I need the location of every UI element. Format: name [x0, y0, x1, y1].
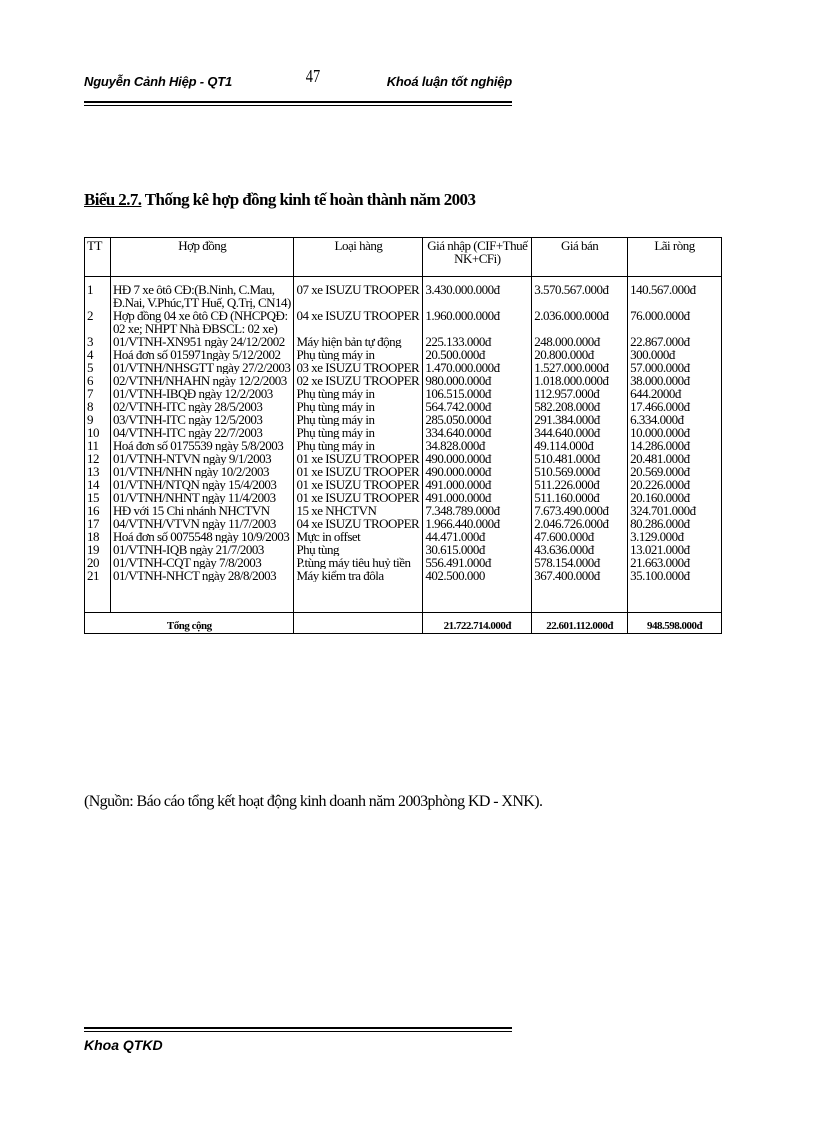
cell-profit: 20.569.000đ: [628, 465, 722, 478]
table-row: [85, 465, 722, 478]
cell-cost: 20.500.000đ: [423, 348, 532, 361]
table-row: [85, 413, 722, 426]
page-header: [84, 66, 512, 94]
cell-price: 3.570.567.000đ: [532, 283, 628, 309]
cell-contract: 04/VTNH-ITC ngày 22/7/2003: [110, 426, 293, 439]
cell-tt: 15: [85, 491, 111, 504]
table-row: [85, 569, 722, 582]
cell-profit: 80.286.000đ: [628, 517, 722, 530]
cell-contract: 01/VTNH-NHCT ngày 28/8/2003: [110, 569, 293, 582]
cell-contract: 02/VTNH-ITC ngày 28/5/2003: [110, 400, 293, 413]
cell-tt: 4: [85, 348, 111, 361]
table-row: [85, 361, 722, 374]
table-header-row: [85, 238, 722, 277]
cell-price: 7.673.490.000đ: [532, 504, 628, 517]
cell-goods: Phụ tùng máy in: [294, 348, 423, 361]
cell-profit: 13.021.000đ: [628, 543, 722, 556]
source-note: (Nguồn: Báo cáo tổng kết hoạt động kinh doanh năm 2003phòng KD - XNK).: [84, 793, 543, 810]
cell-cost: 491.000.000đ: [423, 491, 532, 504]
cell-price: 112.957.000đ: [532, 387, 628, 400]
total-cost: 21.722.714.000đ: [423, 613, 532, 634]
cell-goods: Máy hiện bản tự động: [294, 335, 423, 348]
cell-tt: 17: [85, 517, 111, 530]
cell-contract: Hoá đơn số 015971ngày 5/12/2002: [110, 348, 293, 361]
cell-profit: 14.286.000đ: [628, 439, 722, 452]
cell-goods: P.tùng máy tiêu huỷ tiền: [294, 556, 423, 569]
cell-profit: 20.226.000đ: [628, 478, 722, 491]
cell-cost: 1.470.000.000đ: [423, 361, 532, 374]
table-row: [85, 374, 722, 387]
cell-cost: 1.960.000.000đ: [423, 309, 532, 335]
cell-cost: 30.615.000đ: [423, 543, 532, 556]
table-title-label: Biểu 2.7.: [84, 190, 142, 209]
cell-contract: 01/VTNH-XN951 ngày 24/12/2002: [110, 335, 293, 348]
table-row: [85, 452, 722, 465]
table-row: [85, 348, 722, 361]
cell-price: 1.527.000.000đ: [532, 361, 628, 374]
cell-profit: 6.334.000đ: [628, 413, 722, 426]
cell-cost: 225.133.000đ: [423, 335, 532, 348]
cell-price: 47.600.000đ: [532, 530, 628, 543]
cell-tt: 21: [85, 569, 111, 582]
cell-contract: 01/VTNH/NTQN ngày 15/4/2003: [110, 478, 293, 491]
header-author: Nguyễn Cảnh Hiệp - QT1: [84, 74, 233, 89]
cell-cost: 285.050.000đ: [423, 413, 532, 426]
cell-cost: 402.500.000: [423, 569, 532, 582]
cell-goods: Máy kiểm tra đôla: [294, 569, 423, 582]
total-label: Tổng cộng: [85, 613, 294, 634]
cell-profit: 57.000.000đ: [628, 361, 722, 374]
cell-cost: 564.742.000đ: [423, 400, 532, 413]
col-header-goods: Loại hàng: [294, 238, 423, 277]
cell-tt: 1: [85, 283, 111, 309]
cell-contract: HĐ 7 xe ôtô CĐ:(B.Ninh, C.Mau, Đ.Nai, V.Phúc,TT Huế, Q.Trị, CN14): [110, 283, 293, 309]
cell-price: 2.036.000.000đ: [532, 309, 628, 335]
cell-cost: 491.000.000đ: [423, 478, 532, 491]
header-rule: [84, 101, 512, 106]
table-row: [85, 478, 722, 491]
cell-tt: 10: [85, 426, 111, 439]
cell-goods: 01 xe ISUZU TROOPER: [294, 465, 423, 478]
cell-cost: 34.828.000đ: [423, 439, 532, 452]
table-row: [85, 426, 722, 439]
cell-goods: 04 xe ISUZU TROOPER: [294, 517, 423, 530]
total-empty: [294, 613, 423, 634]
cell-price: 344.640.000đ: [532, 426, 628, 439]
table-row: [85, 439, 722, 452]
table-title-text: Thống kê hợp đồng kinh tế hoàn thành năm 2003: [141, 190, 476, 209]
table-row: [85, 530, 722, 543]
cell-price: 511.226.000đ: [532, 478, 628, 491]
cell-price: 248.000.000đ: [532, 335, 628, 348]
cell-goods: Phụ tùng máy in: [294, 387, 423, 400]
cell-price: 291.384.000đ: [532, 413, 628, 426]
cell-tt: 11: [85, 439, 111, 452]
cell-cost: 334.640.000đ: [423, 426, 532, 439]
cell-profit: 21.663.000đ: [628, 556, 722, 569]
total-price: 22.601.112.000đ: [532, 613, 628, 634]
table-row: [85, 556, 722, 569]
table-row: [85, 517, 722, 530]
cell-contract: Hợp đồng 04 xe ôtô CĐ (NHCPQĐ: 02 xe; NHPT Nhà ĐBSCL: 02 xe): [110, 309, 293, 335]
cell-price: 43.636.000đ: [532, 543, 628, 556]
cell-tt: 14: [85, 478, 111, 491]
cell-profit: 22.867.000đ: [628, 335, 722, 348]
cell-cost: 3.430.000.000đ: [423, 283, 532, 309]
cell-profit: 38.000.000đ: [628, 374, 722, 387]
footer-rule: [84, 1027, 512, 1032]
cell-tt: 3: [85, 335, 111, 348]
cell-contract: HĐ với 15 Chi nhánh NHCTVN: [110, 504, 293, 517]
cell-goods: 02 xe ISUZU TROOPER: [294, 374, 423, 387]
cell-contract: Hoá đơn số 0175539 ngày 5/8/2003: [110, 439, 293, 452]
cell-profit: 20.160.000đ: [628, 491, 722, 504]
cell-tt: 20: [85, 556, 111, 569]
col-header-cost: Giá nhập (CIF+Thuế NK+CFi): [423, 238, 532, 277]
table-row: [85, 400, 722, 413]
cell-profit: 76.000.000đ: [628, 309, 722, 335]
footer-text: Khoa QTKD: [84, 1037, 163, 1053]
cell-price: 20.800.000đ: [532, 348, 628, 361]
cell-tt: 5: [85, 361, 111, 374]
cell-profit: 644.2000đ: [628, 387, 722, 400]
cell-goods: Phụ tùng máy in: [294, 439, 423, 452]
table-row: [85, 335, 722, 348]
table-row: [85, 543, 722, 556]
cell-contract: 01/VTNH-CQT ngày 7/8/2003: [110, 556, 293, 569]
cell-contract: 01/VTNH/NHNT ngày 11/4/2003: [110, 491, 293, 504]
cell-contract: 01/VTNH-IQB ngày 21/7/2003: [110, 543, 293, 556]
cell-contract: 01/VTNH-NTVN ngày 9/1/2003: [110, 452, 293, 465]
table-title: [84, 190, 475, 210]
cell-goods: Phụ tùng máy in: [294, 413, 423, 426]
cell-contract: 04/VTNH/VTVN ngày 11/7/2003: [110, 517, 293, 530]
cell-price: 510.481.000đ: [532, 452, 628, 465]
cell-profit: 35.100.000đ: [628, 569, 722, 582]
cell-cost: 556.491.000đ: [423, 556, 532, 569]
total-profit: 948.598.000đ: [628, 613, 722, 634]
cell-price: 578.154.000đ: [532, 556, 628, 569]
table-row: [85, 283, 722, 309]
cell-profit: 17.466.000đ: [628, 400, 722, 413]
cell-goods: 07 xe ISUZU TROOPER: [294, 283, 423, 309]
cell-goods: 15 xe NHCTVN: [294, 504, 423, 517]
cell-profit: 140.567.000đ: [628, 283, 722, 309]
cell-price: 510.569.000đ: [532, 465, 628, 478]
col-header-price: Giá bán: [532, 238, 628, 277]
cell-cost: 106.515.000đ: [423, 387, 532, 400]
cell-contract: 01/VTNH-IBQĐ ngày 12/2/2003: [110, 387, 293, 400]
cell-goods: Mực in offset: [294, 530, 423, 543]
cell-goods: 01 xe ISUZU TROOPER: [294, 452, 423, 465]
cell-price: 49.114.000đ: [532, 439, 628, 452]
cell-contract: 02/VTNH/NHAHN ngày 12/2/2003: [110, 374, 293, 387]
cell-goods: 01 xe ISUZU TROOPER: [294, 478, 423, 491]
cell-goods: 01 xe ISUZU TROOPER: [294, 491, 423, 504]
cell-tt: 2: [85, 309, 111, 335]
cell-price: 511.160.000đ: [532, 491, 628, 504]
cell-price: 367.400.000đ: [532, 569, 628, 582]
cell-tt: 16: [85, 504, 111, 517]
cell-contract: 01/VTNH/NHN ngày 10/2/2003: [110, 465, 293, 478]
col-header-tt: TT: [85, 238, 111, 277]
cell-cost: 7.348.789.000đ: [423, 504, 532, 517]
cell-profit: 324.701.000đ: [628, 504, 722, 517]
header-thesis: Khoá luận tốt nghiệp: [386, 74, 512, 89]
contracts-table: [84, 237, 722, 634]
cell-profit: 10.000.000đ: [628, 426, 722, 439]
cell-price: 582.208.000đ: [532, 400, 628, 413]
cell-profit: 300.000đ: [628, 348, 722, 361]
cell-cost: 490.000.000đ: [423, 452, 532, 465]
cell-goods: 04 xe ISUZU TROOPER: [294, 309, 423, 335]
cell-contract: 01/VTNH/NHSGTT ngày 27/2/2003: [110, 361, 293, 374]
table-row: [85, 387, 722, 400]
table-row: [85, 491, 722, 504]
cell-contract: 03/VTNH-ITC ngày 12/5/2003: [110, 413, 293, 426]
cell-cost: 44.471.000đ: [423, 530, 532, 543]
cell-contract: Hoá đơn số 0075548 ngày 10/9/2003: [110, 530, 293, 543]
cell-price: 1.018.000.000đ: [532, 374, 628, 387]
total-row: [85, 613, 722, 634]
cell-tt: 18: [85, 530, 111, 543]
cell-cost: 490.000.000đ: [423, 465, 532, 478]
cell-tt: 7: [85, 387, 111, 400]
cell-goods: Phụ tùng: [294, 543, 423, 556]
cell-tt: 12: [85, 452, 111, 465]
cell-tt: 6: [85, 374, 111, 387]
cell-tt: 9: [85, 413, 111, 426]
cell-price: 2.046.726.000đ: [532, 517, 628, 530]
cell-goods: Phụ tùng máy in: [294, 400, 423, 413]
table-row: [85, 309, 722, 335]
cell-profit: 20.481.000đ: [628, 452, 722, 465]
col-header-profit: Lãi ròng: [628, 238, 722, 277]
table-row: [85, 504, 722, 517]
cell-profit: 3.129.000đ: [628, 530, 722, 543]
cell-tt: 13: [85, 465, 111, 478]
cell-goods: Phụ tùng máy in: [294, 426, 423, 439]
col-header-contract: Hợp đồng: [110, 238, 293, 277]
cell-goods: 03 xe ISUZU TROOPER: [294, 361, 423, 374]
page-number: 47: [305, 66, 321, 86]
cell-tt: 8: [85, 400, 111, 413]
cell-tt: 19: [85, 543, 111, 556]
cell-cost: 980.000.000đ: [423, 374, 532, 387]
cell-cost: 1.966.440.000đ: [423, 517, 532, 530]
